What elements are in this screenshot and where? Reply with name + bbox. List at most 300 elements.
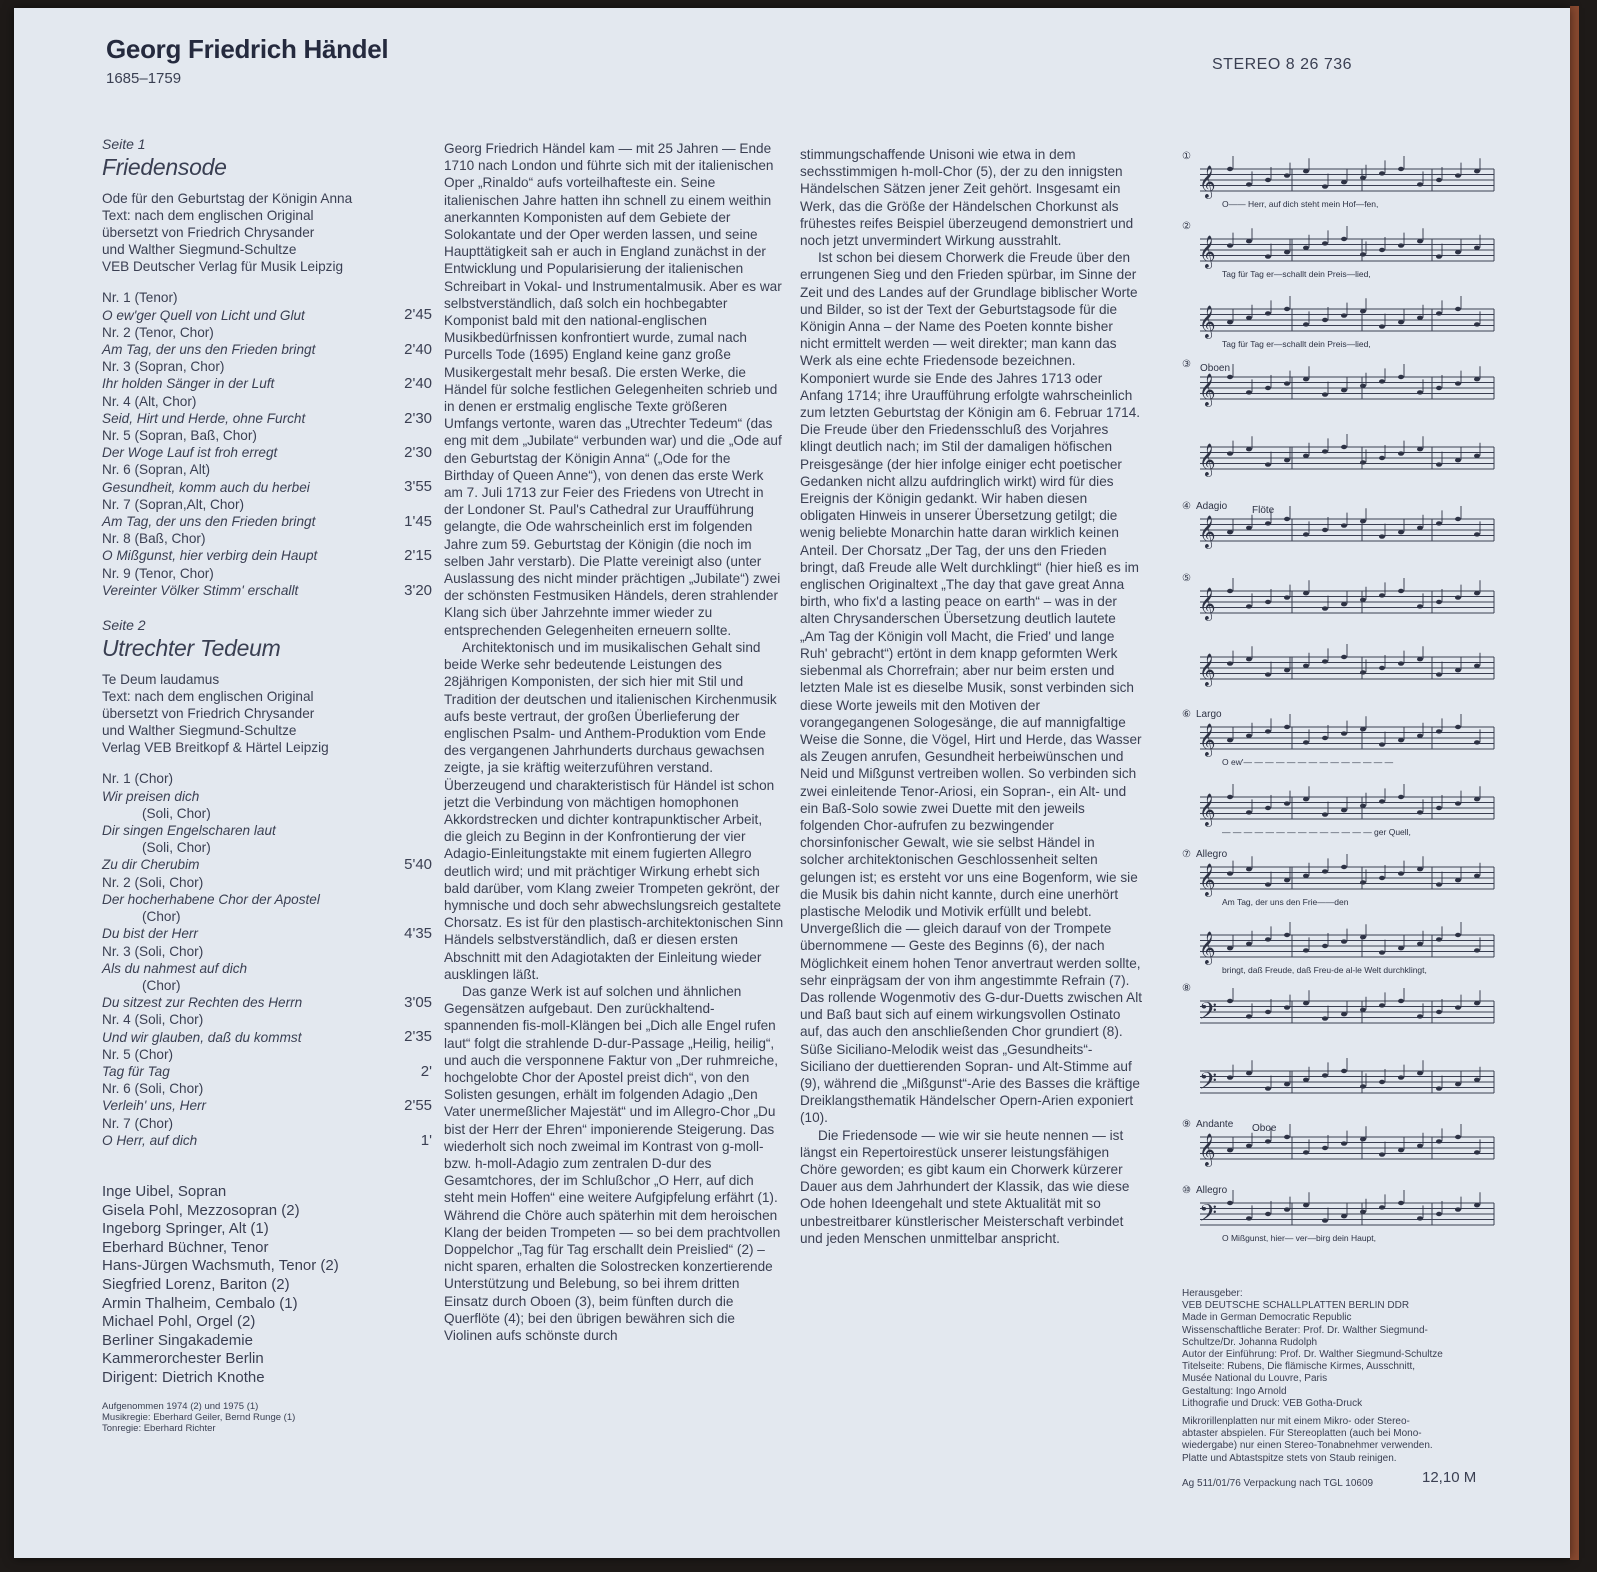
performers-line: Ingeborg Springer, Alt (1) xyxy=(102,1220,269,1238)
note-head xyxy=(1284,307,1290,311)
performers-line: Gisela Pohl, Mezzosopran (2) xyxy=(102,1201,300,1219)
note-head xyxy=(1360,670,1366,674)
note-head xyxy=(1436,1212,1442,1216)
note-head xyxy=(1417,1144,1423,1148)
note-head xyxy=(1474,246,1480,250)
track-row xyxy=(102,770,432,822)
note-head xyxy=(1246,942,1252,946)
music-example-staff xyxy=(1182,915,1502,981)
note-head xyxy=(1227,1148,1233,1152)
note-head xyxy=(1417,604,1423,608)
composer-dates: 1685–1759 xyxy=(106,70,182,87)
note-head xyxy=(1227,1075,1233,1079)
note-head xyxy=(1398,946,1404,950)
track-duration: 3'05 xyxy=(404,994,432,1012)
note-head xyxy=(1284,1135,1290,1139)
note-head xyxy=(1246,182,1252,186)
publisher-imprint xyxy=(1182,1288,1502,1410)
bass-clef-icon: 𝄢 xyxy=(1199,998,1218,1029)
note-head xyxy=(1246,1144,1252,1148)
note-head xyxy=(1303,454,1309,458)
note-head xyxy=(1398,167,1404,171)
note-head xyxy=(1265,1086,1271,1090)
music-example-staff xyxy=(1182,1183,1502,1249)
note-head xyxy=(1322,1146,1328,1150)
note-head xyxy=(1265,882,1271,886)
note-head xyxy=(1284,1207,1290,1211)
track-duration: 4'35 xyxy=(404,925,432,943)
note-head xyxy=(1322,736,1328,740)
care-line: Mikrorillenplatten nur mit einem Mikro- oder Stereo- xyxy=(1182,1416,1410,1427)
recording-credits xyxy=(102,1401,432,1434)
track-row xyxy=(102,1080,432,1114)
note-head xyxy=(1227,530,1233,534)
note-head xyxy=(1436,729,1442,733)
note-head xyxy=(1265,1010,1271,1014)
side2-description xyxy=(102,671,432,756)
packaging-code: Ag 511/01/76 Verpackung nach TGL 10609 xyxy=(1182,1478,1374,1489)
note-head xyxy=(1322,392,1328,396)
treble-clef-icon: 𝄞 xyxy=(1199,1134,1216,1165)
note-head xyxy=(1379,666,1385,670)
lyric-text: O—— Herr, auf dich steht mein Hof—fen, xyxy=(1222,199,1379,209)
care-line: abtaster abspielen. Für Stereoplatten (auch bei Mono- xyxy=(1182,1428,1422,1440)
side1-desc-line: VEB Deutscher Verlag für Musik Leipzig xyxy=(102,259,344,275)
note-head xyxy=(1341,1069,1347,1073)
note-head xyxy=(1284,595,1290,599)
note-head xyxy=(1436,1086,1442,1090)
music-example-staff xyxy=(1182,777,1502,843)
note-head xyxy=(1379,171,1385,175)
note-head xyxy=(1474,874,1480,878)
note-head xyxy=(1398,1075,1404,1079)
note-head xyxy=(1246,657,1252,661)
note-head xyxy=(1436,462,1442,466)
note-head xyxy=(1398,661,1404,665)
rec-credits-line: Aufgenommen 1974 (2) und 1975 (1) xyxy=(102,1401,259,1413)
track-title: O ew'ger Quell von Licht und Glut xyxy=(102,307,305,323)
note-head xyxy=(1398,738,1404,742)
example-number: ④ xyxy=(1182,501,1191,512)
imprint-line: Gestaltung: Ingo Arnold xyxy=(1182,1385,1287,1397)
note-head xyxy=(1341,237,1347,241)
note-head xyxy=(1341,523,1347,527)
note-head xyxy=(1360,880,1366,884)
note-head xyxy=(1265,1139,1271,1143)
imprint-line: Lithografie und Druck: VEB Gotha-Druck xyxy=(1182,1397,1363,1409)
note-head xyxy=(1455,250,1461,254)
music-example-staff xyxy=(1182,847,1502,913)
lyric-text: Tag für Tag er—schallt dein Preis—lied, xyxy=(1222,339,1371,349)
track-title: Als du nahmest auf dich xyxy=(102,960,248,976)
track-row xyxy=(102,461,432,495)
track-duration: 2'40 xyxy=(404,375,432,393)
track-number: Nr. 3 (Soli, Chor) xyxy=(102,943,204,959)
example-number: ② xyxy=(1182,221,1191,232)
note-head xyxy=(1417,1014,1423,1018)
note-head xyxy=(1265,806,1271,810)
note-head xyxy=(1436,600,1442,604)
tracklist-column xyxy=(102,136,432,1434)
example-number: ⑨ xyxy=(1182,1119,1191,1130)
note-head xyxy=(1284,1005,1290,1009)
note-head xyxy=(1303,532,1309,536)
note-head xyxy=(1379,742,1385,746)
track-title: Am Tag, der uns den Frieden bringt xyxy=(102,342,316,358)
treble-clef-icon: 𝄞 xyxy=(1199,166,1216,197)
note-head xyxy=(1284,458,1290,462)
note-head xyxy=(1474,322,1480,326)
track-title: Wir preisen dich xyxy=(102,788,200,804)
note-head xyxy=(1474,664,1480,668)
note-head xyxy=(1265,521,1271,525)
note-head xyxy=(1360,727,1366,731)
note-head xyxy=(1360,252,1366,256)
note-head xyxy=(1398,589,1404,593)
side2-desc-line: Verlag VEB Breitkopf & Härtel Leipzig xyxy=(102,740,329,756)
track-row xyxy=(102,1115,432,1149)
note-head xyxy=(1303,948,1309,952)
note-head xyxy=(1360,384,1366,388)
note-head xyxy=(1303,322,1309,326)
note-head xyxy=(1474,532,1480,536)
note-head xyxy=(1227,375,1233,379)
note-head xyxy=(1322,659,1328,663)
note-head xyxy=(1322,606,1328,610)
note-head xyxy=(1303,1078,1309,1082)
note-head xyxy=(1455,1207,1461,1211)
note-head xyxy=(1227,871,1233,875)
note-head xyxy=(1341,655,1347,659)
note-head xyxy=(1474,797,1480,801)
note-head xyxy=(1455,595,1461,599)
instrument-label: Oboen xyxy=(1200,363,1231,374)
music-example-staff xyxy=(1182,427,1502,493)
note-head xyxy=(1417,657,1423,661)
track-row xyxy=(102,856,432,873)
example-number: ⑥ xyxy=(1182,709,1191,720)
note-head xyxy=(1379,324,1385,328)
tempo-marking: Allegro xyxy=(1196,849,1228,860)
imprint-line: Made in German Democratic Republic xyxy=(1182,1312,1352,1324)
track-row xyxy=(102,994,432,1011)
track-number: Nr. 5 (Chor) xyxy=(102,1046,174,1062)
performers-line: Kammerorchester Berlin xyxy=(102,1350,264,1368)
track-title: Zu dir Cherubim xyxy=(102,857,200,873)
note-head xyxy=(1265,178,1271,182)
note-head xyxy=(1227,738,1233,742)
lyric-text: Am Tag, der uns den Frie——den xyxy=(1222,897,1349,907)
note-head xyxy=(1265,600,1271,604)
note-head xyxy=(1360,1084,1366,1088)
treble-clef-icon: 𝄞 xyxy=(1199,864,1216,895)
track-duration: 5'40 xyxy=(404,856,432,874)
example-number: ⑤ xyxy=(1182,573,1191,584)
note-head xyxy=(1379,1205,1385,1209)
side2-desc-line: übersetzt von Friedrich Chrysander xyxy=(102,706,315,722)
essay-paragraph: Die Friedensode — wie wir sie heute nennen — ist längst ein Repertoirestück unserer leistungsfähigen Chöre geworden; es gibt kaum ein Chorwerk kürzerer Dauer aus dem Jahrhundert der Klassik, das wie diese Ode hohen Ideengehalt und stete Aktualität mit so unbestreitbarer künstlerischer Meisterschaft verbindet und jeden Menschen unmittelbar anspricht. xyxy=(800,1127,1130,1246)
lyric-text: — — — — — — — — — — — — — — ger Quell, xyxy=(1222,827,1411,837)
music-example-staff xyxy=(1182,149,1502,215)
side2-desc-line: Text: nach dem englischen Original xyxy=(102,689,314,705)
track-title: Du bist der Herr xyxy=(102,926,198,942)
instrument-label: Oboe xyxy=(1252,1123,1277,1134)
note-head xyxy=(1341,1141,1347,1145)
note-head xyxy=(1322,318,1328,322)
note-head xyxy=(1265,729,1271,733)
bass-clef-icon: 𝄢 xyxy=(1199,1068,1218,1099)
note-head xyxy=(1341,865,1347,869)
note-head xyxy=(1322,241,1328,245)
note-head xyxy=(1265,937,1271,941)
note-head xyxy=(1417,447,1423,451)
note-head xyxy=(1474,169,1480,173)
note-head xyxy=(1227,451,1233,455)
rec-credits-line: Musikregie: Eberhard Geiler, Bernd Runge (1) xyxy=(102,1412,296,1424)
note-head xyxy=(1341,1214,1347,1218)
side2-desc-line: und Walther Siegmund-Schultze xyxy=(102,723,297,739)
note-head xyxy=(1417,1216,1423,1220)
performers-line: Michael Pohl, Orgel (2) xyxy=(102,1313,256,1331)
treble-clef-icon: 𝄞 xyxy=(1199,932,1216,963)
track-row xyxy=(102,1011,432,1045)
music-example-staff xyxy=(1182,219,1502,285)
note-head xyxy=(1303,1001,1309,1005)
note-head xyxy=(1360,1210,1366,1214)
note-head xyxy=(1265,311,1271,315)
note-head xyxy=(1455,173,1461,177)
example-number: ⑦ xyxy=(1182,849,1191,860)
imprint-line: VEB DEUTSCHE SCHALLPLATTEN BERLIN DDR xyxy=(1182,1300,1410,1312)
track-duration: 2'40 xyxy=(404,340,432,358)
note-head xyxy=(1265,672,1271,676)
note-head xyxy=(1360,935,1366,939)
note-head xyxy=(1455,307,1461,311)
treble-clef-icon: 𝄞 xyxy=(1199,654,1216,685)
note-head xyxy=(1322,184,1328,188)
note-head xyxy=(1360,804,1366,808)
side1-description xyxy=(102,190,432,275)
side2-section xyxy=(102,617,432,1149)
note-head xyxy=(1417,734,1423,738)
note-head xyxy=(1417,1071,1423,1075)
note-head xyxy=(1341,1012,1347,1016)
note-head xyxy=(1474,740,1480,744)
track-duration: 2'45 xyxy=(404,306,432,324)
track-row xyxy=(102,874,432,926)
note-head xyxy=(1227,661,1233,665)
side1-desc-line: Ode für den Geburtstag der Königin Anna xyxy=(102,191,353,207)
performers-line: Inge Uibel, Sopran xyxy=(102,1182,227,1200)
note-head xyxy=(1455,1135,1461,1139)
note-head xyxy=(1284,933,1290,937)
note-head xyxy=(1246,1071,1252,1075)
note-head xyxy=(1322,1218,1328,1222)
note-head xyxy=(1341,731,1347,735)
track-row xyxy=(102,822,432,856)
essay-column-1 xyxy=(444,140,784,1344)
example-number: ③ xyxy=(1182,359,1191,370)
note-head xyxy=(1398,871,1404,875)
track-duration: 2' xyxy=(420,1062,432,1080)
track-number: Nr. 1 (Chor) xyxy=(102,771,174,787)
lyric-text: bringt, daß Freude, daß Freu-de al-le Welt durchklingt, xyxy=(1222,965,1427,975)
note-head xyxy=(1474,1001,1480,1005)
catalog-number: STEREO 8 26 736 xyxy=(1212,56,1353,73)
track-title: Dir singen Engelscharen laut xyxy=(102,823,276,839)
track-title: Ihr holden Sänger in der Luft xyxy=(102,376,275,392)
track-row xyxy=(102,565,432,599)
note-head xyxy=(1284,517,1290,521)
note-head xyxy=(1379,456,1385,460)
note-head xyxy=(1398,1201,1404,1205)
note-head xyxy=(1284,381,1290,385)
track-number: Nr. 7 (Chor) xyxy=(102,1115,174,1131)
note-head xyxy=(1322,1073,1328,1077)
side1-section xyxy=(102,136,432,599)
note-head xyxy=(1398,530,1404,534)
care-line: wiedergabe) nur einen Stereo-Tonabnehmer verwenden. xyxy=(1182,1440,1433,1452)
music-example-staff xyxy=(1182,571,1502,637)
music-example-staff xyxy=(1182,357,1502,423)
note-head xyxy=(1322,812,1328,816)
essay-paragraph: Ist schon bei diesem Chorwerk die Freude über den errungenen Sieg und den Frieden spürbar, im Sinne der Zeit und des Landes auf der Grundlage biblischer Worte und Bilder, so ist der Text der Geburtstagsode für die Königin Anna – der Name des Poeten konnte bisher nicht ermittelt werden — weit direkter; man kann das Werk als eine echte Friedensode bezeichnen. Komponiert wurde sie Ende des Jahres 1713 oder Anfang 1714; ihre Uraufführung erfolgte wahrscheinlich zum letzten Geburtstag der Königin am 6. Februar 1714. Die Freude über den Friedensschluß des Vorjahres klingt deutlich nach; im Stil der damaligen höfischen Preisgesänge (der hier infolge einiger echt poetischer Gedanken nicht allzu aufdringlich wirkt) wird für dies Ereignis der Königin gedankt. Wir haben diesen obligaten Hinweis in unserer Übersetzung getilgt; die wenig beliebte Monarchin hatte daran wirklich keinen Anteil. Der Chorsatz „Der Tag, der uns den Frieden bringt, daß Freude alle Welt durchklingt“ (hier hieß es im englischen Originaltext „The day that gave great Anna birth, who fix'd a lasting peace on earth“ – was in der alten Chrysanderschen Übersetzung deutlich lautete „Am Tag der Königin voll Macht, die Fried' und lange Ruh' gebracht“) ertönt in dem knapp geformten Werk siebenmal als Chorrefrain; aber nur beim ersten und letzten Male ist es dieselbe Musik, sonst verbinden sich diese Worte jeweils mit den Motiven der vorangegangenen Sologesänge, die auf mannigfaltige Weise die Sonne, die Vögel, Hirt und Herde, das Wasser als Zeugen anrufen, Gesundheit herbeiwünschen und Neid und Mißgunst vertreiben wollen. So verbinden sich zwei einleitende Tenor-Ariosi, ein Sopran-, ein Alt- und ein Baß-Solo sowie zwei Duette mit den jeweils folgenden Chor-aufrufen zu bezwingender chorsinfonischer Gewalt, wie sie selbst Händel in solcher architektonischen Geschlossenheit selten gelungen ist; es ersteht vor uns eine Bogenform, wie sie die Musik bis dahin nicht kannte, durch eine unerhört plastische Melodik und Motivik erfüllt und belebt. Unvergeßlich die — gleich darauf von der Trompete übernommene — Geste des Beginns (6), der nach Möglichkeit einem hohen Tenor anvertraut werden sollte, sehr einprägsam der von ihm angestimmte Refrain (7). Das rollende Wogenmotiv des G-dur-Duetts zwischen Alt und Baß baut sich auf einem wirkungsvollen Ostinato auf, das auch den anschließenden Chor grundiert (8). Süße Siciliano-Melodik weist das „Gesundheits“-Siciliano der duettierenden Sopran- und Alt-Stimme auf (9), während die „Mißgunst“-Arie des Basses die kräftige Dreiklangsthematik Händelscher Opern-Arien exponiert (10). xyxy=(800,250,1143,1126)
note-head xyxy=(1303,1150,1309,1154)
care-line: Platte und Abtastspitze stets von Staub reinigen. xyxy=(1182,1452,1397,1464)
note-head xyxy=(1246,390,1252,394)
note-head xyxy=(1379,379,1385,383)
side1-desc-line: übersetzt von Friedrich Chrysander xyxy=(102,225,315,241)
bass-clef-icon: 𝄢 xyxy=(1199,1200,1218,1231)
note-head xyxy=(1303,874,1309,878)
note-head xyxy=(1303,740,1309,744)
example-number: ① xyxy=(1182,151,1191,162)
note-head xyxy=(1322,1016,1328,1020)
note-head xyxy=(1341,313,1347,317)
note-head xyxy=(1246,734,1252,738)
track-row xyxy=(102,289,432,323)
note-head xyxy=(1474,1203,1480,1207)
track-number: Nr. 8 (Baß, Chor) xyxy=(102,531,206,547)
note-head xyxy=(1379,248,1385,252)
music-example-staff xyxy=(1182,499,1502,565)
track-number: Nr. 7 (Sopran,Alt, Chor) xyxy=(102,496,245,512)
imprint-line: Wissenschaftliche Berater: Prof. Dr. Walther Siegmund- xyxy=(1182,1324,1428,1336)
track-duration: 2'15 xyxy=(404,547,432,565)
track-performers: (Chor) xyxy=(142,977,181,993)
note-head xyxy=(1360,519,1366,523)
music-example-staff xyxy=(1182,707,1502,773)
note-head xyxy=(1436,1010,1442,1014)
track-duration: 3'55 xyxy=(404,478,432,496)
note-head xyxy=(1455,1082,1461,1086)
note-head xyxy=(1379,876,1385,880)
treble-clef-icon: 𝄞 xyxy=(1199,794,1216,825)
note-head xyxy=(1284,878,1290,882)
note-head xyxy=(1379,1003,1385,1007)
note-head xyxy=(1303,246,1309,250)
note-head xyxy=(1474,1078,1480,1082)
track-title: Der hocherhabene Chor der Apostel xyxy=(102,891,320,907)
essay-paragraph: Das ganze Werk ist auf solchen und ähnlichen Gegensätzen aufgebaut. Den zurückhaltend-spannenden fis-moll-Klängen bei „Dich alle Engel rufen laut“ folgt die strahlende D-dur-Passage „Heilig, heilig“, und auch die versponnene Faktur von „Der ruhmreiche, hochgelobte Chor der Apostel preist dich“, von den Solisten gesungen, erhält im folgenden Adagio „Den Vater unermeßlicher Majestät“ und im Allegro-Chor „Du bist der Herr der Ehren“ imponierende Steigerung. Das wiederholt sich noch zweimal im Kontrast von g-moll- bzw. h-moll-Adagio zum zentralen D-dur des Gesamtchores, der im Schlußchor „O Herr, auf dich steht mein Hoffen“ eine weitere Aufgipfelung erfährt (1). Während die Chöre auch späterhin mit dem heroischen Klang der beiden Trompeten — so bei dem prachtvollen Doppelchor „Tag für Tag erschallt dein Preislied“ (2) – nicht sparen, erhalten die Solostrecken konzertierende Unterstützung und Belebung, so bei ihrem dritten Einsatz durch Oboen (3), beim fünften durch die Querflöte (4); bei den übrigen bewähren sich die Violinen aufs schönste durch xyxy=(444,983,781,1344)
performers-line: Armin Thalheim, Cembalo (1) xyxy=(102,1294,298,1312)
track-duration: 3'20 xyxy=(404,581,432,599)
track-performers: (Chor) xyxy=(142,909,181,925)
track-title: Am Tag, der uns den Frieden bringt xyxy=(102,514,316,530)
note-head xyxy=(1455,381,1461,385)
note-head xyxy=(1398,1148,1404,1152)
example-number: ⑧ xyxy=(1182,983,1191,994)
note-head xyxy=(1436,386,1442,390)
note-head xyxy=(1341,808,1347,812)
music-example-staff xyxy=(1182,637,1502,703)
note-head xyxy=(1322,449,1328,453)
track-title: Verleih' uns, Herr xyxy=(102,1098,207,1114)
track-number: Nr. 4 (Alt, Chor) xyxy=(102,393,197,409)
note-head xyxy=(1398,451,1404,455)
note-head xyxy=(1455,725,1461,729)
track-title: Seid, Hirt und Herde, ohne Furcht xyxy=(102,410,306,426)
treble-clef-icon: 𝄞 xyxy=(1199,306,1216,337)
note-head xyxy=(1303,591,1309,595)
note-head xyxy=(1303,797,1309,801)
note-head xyxy=(1246,867,1252,871)
note-head xyxy=(1474,1150,1480,1154)
track-duration: 2'35 xyxy=(404,1028,432,1046)
note-head xyxy=(1227,243,1233,247)
track-row xyxy=(102,427,432,461)
note-head xyxy=(1227,999,1233,1003)
imprint-line: Autor der Einführung: Prof. Dr. Walther Siegmund-Schultze xyxy=(1182,1349,1443,1361)
note-head xyxy=(1436,1139,1442,1143)
track-number: Nr. 5 (Sopran, Baß, Chor) xyxy=(102,428,257,444)
treble-clef-icon: 𝄞 xyxy=(1199,236,1216,267)
treble-clef-icon: 𝄞 xyxy=(1199,724,1216,755)
track-number: Nr. 6 (Soli, Chor) xyxy=(102,1081,204,1097)
note-head xyxy=(1227,167,1233,171)
note-head xyxy=(1284,250,1290,254)
care-note xyxy=(1182,1416,1502,1465)
instrument-label: Flöte xyxy=(1252,505,1275,516)
note-head xyxy=(1379,799,1385,803)
note-head xyxy=(1398,320,1404,324)
music-example-staff xyxy=(1182,1051,1502,1117)
note-head xyxy=(1227,589,1233,593)
note-head xyxy=(1417,316,1423,320)
track-row xyxy=(102,925,432,942)
note-head xyxy=(1379,1080,1385,1084)
note-head xyxy=(1227,795,1233,799)
note-head xyxy=(1303,1203,1309,1207)
note-head xyxy=(1227,320,1233,324)
tempo-marking: Andante xyxy=(1196,1119,1234,1130)
note-head xyxy=(1322,944,1328,948)
note-head xyxy=(1436,311,1442,315)
note-head xyxy=(1265,462,1271,466)
note-head xyxy=(1455,933,1461,937)
note-head xyxy=(1398,243,1404,247)
track-number: Nr. 4 (Soli, Chor) xyxy=(102,1012,204,1028)
track-row xyxy=(102,324,432,358)
note-head xyxy=(1417,942,1423,946)
essay-paragraph: Architektonisch und im musikalischen Gehalt sind beide Werke sehr bedeutende Leistungen des 28jährigen Komponisten, der sich hier mit Stil und Tradition der deutschen und italienischen Kirchenmusik aufs beste vertraut, der großen Überlieferung der englischen Psalm- und Anthem-Produktion vom Ende des vergangenen Jahrhunderts durchaus gewachsen zeigte, ja sie kräftig weiterzuführen verstand. Überzeugend und charakteristisch für Händel ist schon jetzt die Verbindung von mächtigen homophonen Akkordstrecken und dichter kontrapunktischer Arbeit, die gleich zu Beginn in der Konfrontierung der vier Adagio-Einleitungstakte mit einem fugierten Allegro deutlich wird; und mit prächtiger Wirkung erhebt sich bald darüber, vom Klang zweier Trompeten gekrönt, der hymnische und doch sehr abwechslungsreich gestaltete Chorsatz. Es ist für den plastisch-architektonischen Sinn Händels selbstverständlich, daß er diesen ersten Abschnitt mit den Adagiotakten der Einleitung wieder ausklingen läßt. xyxy=(444,639,784,982)
track-duration: 1' xyxy=(420,1131,432,1149)
essay-paragraph: Georg Friedrich Händel kam — mit 25 Jahren — Ende 1710 nach London und führte sich mit der italienischen Oper „Rinaldo“ aufs vorteilhafteste ein. Seine italienischen Jahre hatten ihn schnell zu einem weithin anerkannten Komponisten auf dem Gebiete der Solokantate und der Oper werden lassen, und seine Haupttätigkeit sah er auch in England zunächst in der Entwicklung und Popularisierung der italienischen Schreibart in Vokal- und Instrumentalmusik. Aber es war selbstverständlich, daß solch ein hochbegabter Komponist bald mit den national-englischen Musikbedürfnissen konfrontiert wurde, zumal nach Purcells Tode (1695) England keine ganz große Musikergestalt mehr besaß. Die ersten Werke, die Händel für solche festlichen Gelegenheiten schrieb und in denen er erstmalig englische Texte größeren Umfangs vertonte, waren das „Utrechter Tedeum“ (das eng mit dem „Jubilate“ verbunden war) und die „Ode auf den Geburtstag der Königin Anna“ („Ode for the Birthday of Queen Anne“), von denen das erste Werk am 7. Juli 1713 zur Feier des Friedens von Utrecht in der Londoner St. Paul's Cathedral zur Uraufführung gelangte, die Ode wahrscheinlich erst im folgenden Jahre zum 59. Geburtstag der Königin (die noch im selben Jahr verstarb). Die Platte vereinigt also (unter Auslassung des nicht minder prächtigen „Jubilate“) zwei der schönsten Festmusiken Händels, deren strahlender Klang sich über Jahrzehnte immer wieder zu entsprechenden Gelegenheiten erneuern sollte. xyxy=(444,141,782,638)
note-head xyxy=(1455,801,1461,805)
note-head xyxy=(1227,1201,1233,1205)
lyric-text: Tag für Tag er—schallt dein Preis—lied, xyxy=(1222,269,1371,279)
track-title: O Herr, auf dich xyxy=(102,1132,198,1148)
